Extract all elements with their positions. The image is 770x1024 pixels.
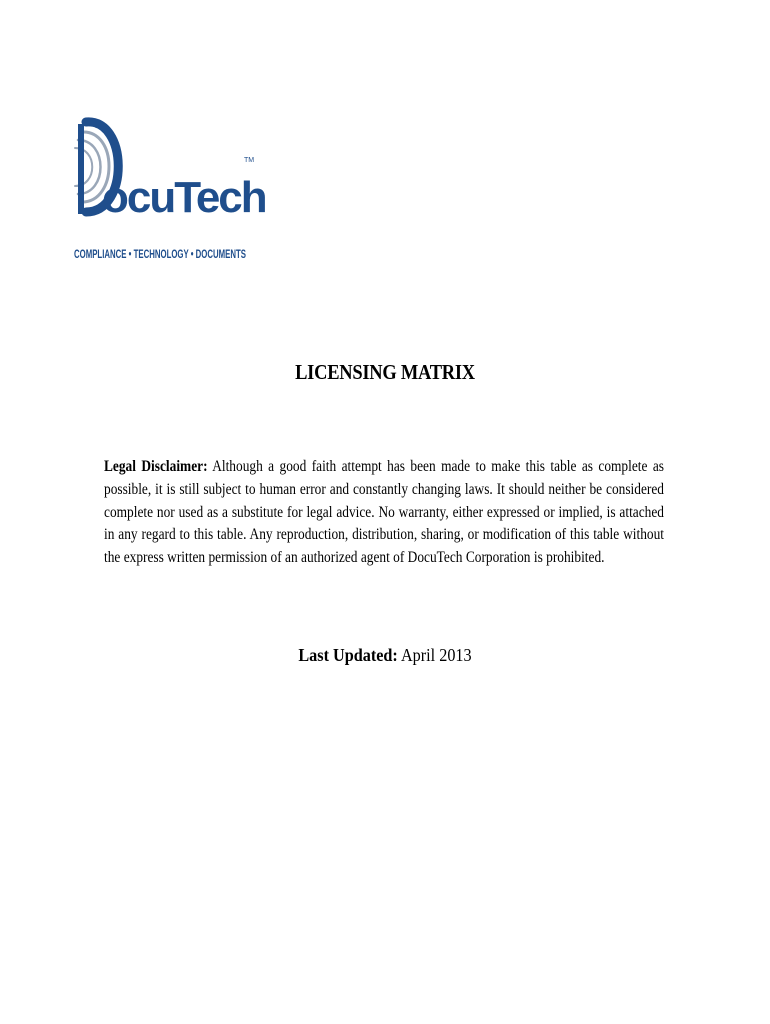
logo-tagline: COMPLIANCE • TECHNOLOGY • DOCUMENTS: [74, 249, 247, 261]
legal-disclaimer: [104, 456, 664, 570]
docutech-logo: [68, 112, 266, 272]
disclaimer-label: Legal Disclaimer:: [104, 458, 208, 475]
last-updated-value: April 2013: [397, 645, 472, 665]
document-title: LICENSING MATRIX: [295, 360, 475, 384]
disclaimer-text: Although a good faith attempt has been made to make this table as complete as possible, it is still subject to human error and constantly changing laws. It should neither be considered complete nor used as a substitute for legal advice. No warranty, either expressed or implied, is attached in any regard to this table. Any reproduction, distribution, sharing, or modification of this table without the express written permission of an authorized agent of DocuTech Corporation is prohibited.: [104, 458, 664, 567]
logo-wordmark: ocuTech: [102, 173, 266, 222]
trademark-mark: TM: [244, 157, 255, 164]
last-updated: [39, 645, 732, 666]
last-updated-label: Last Updated:: [298, 645, 398, 665]
docutech-logo-graphic: [68, 112, 266, 272]
